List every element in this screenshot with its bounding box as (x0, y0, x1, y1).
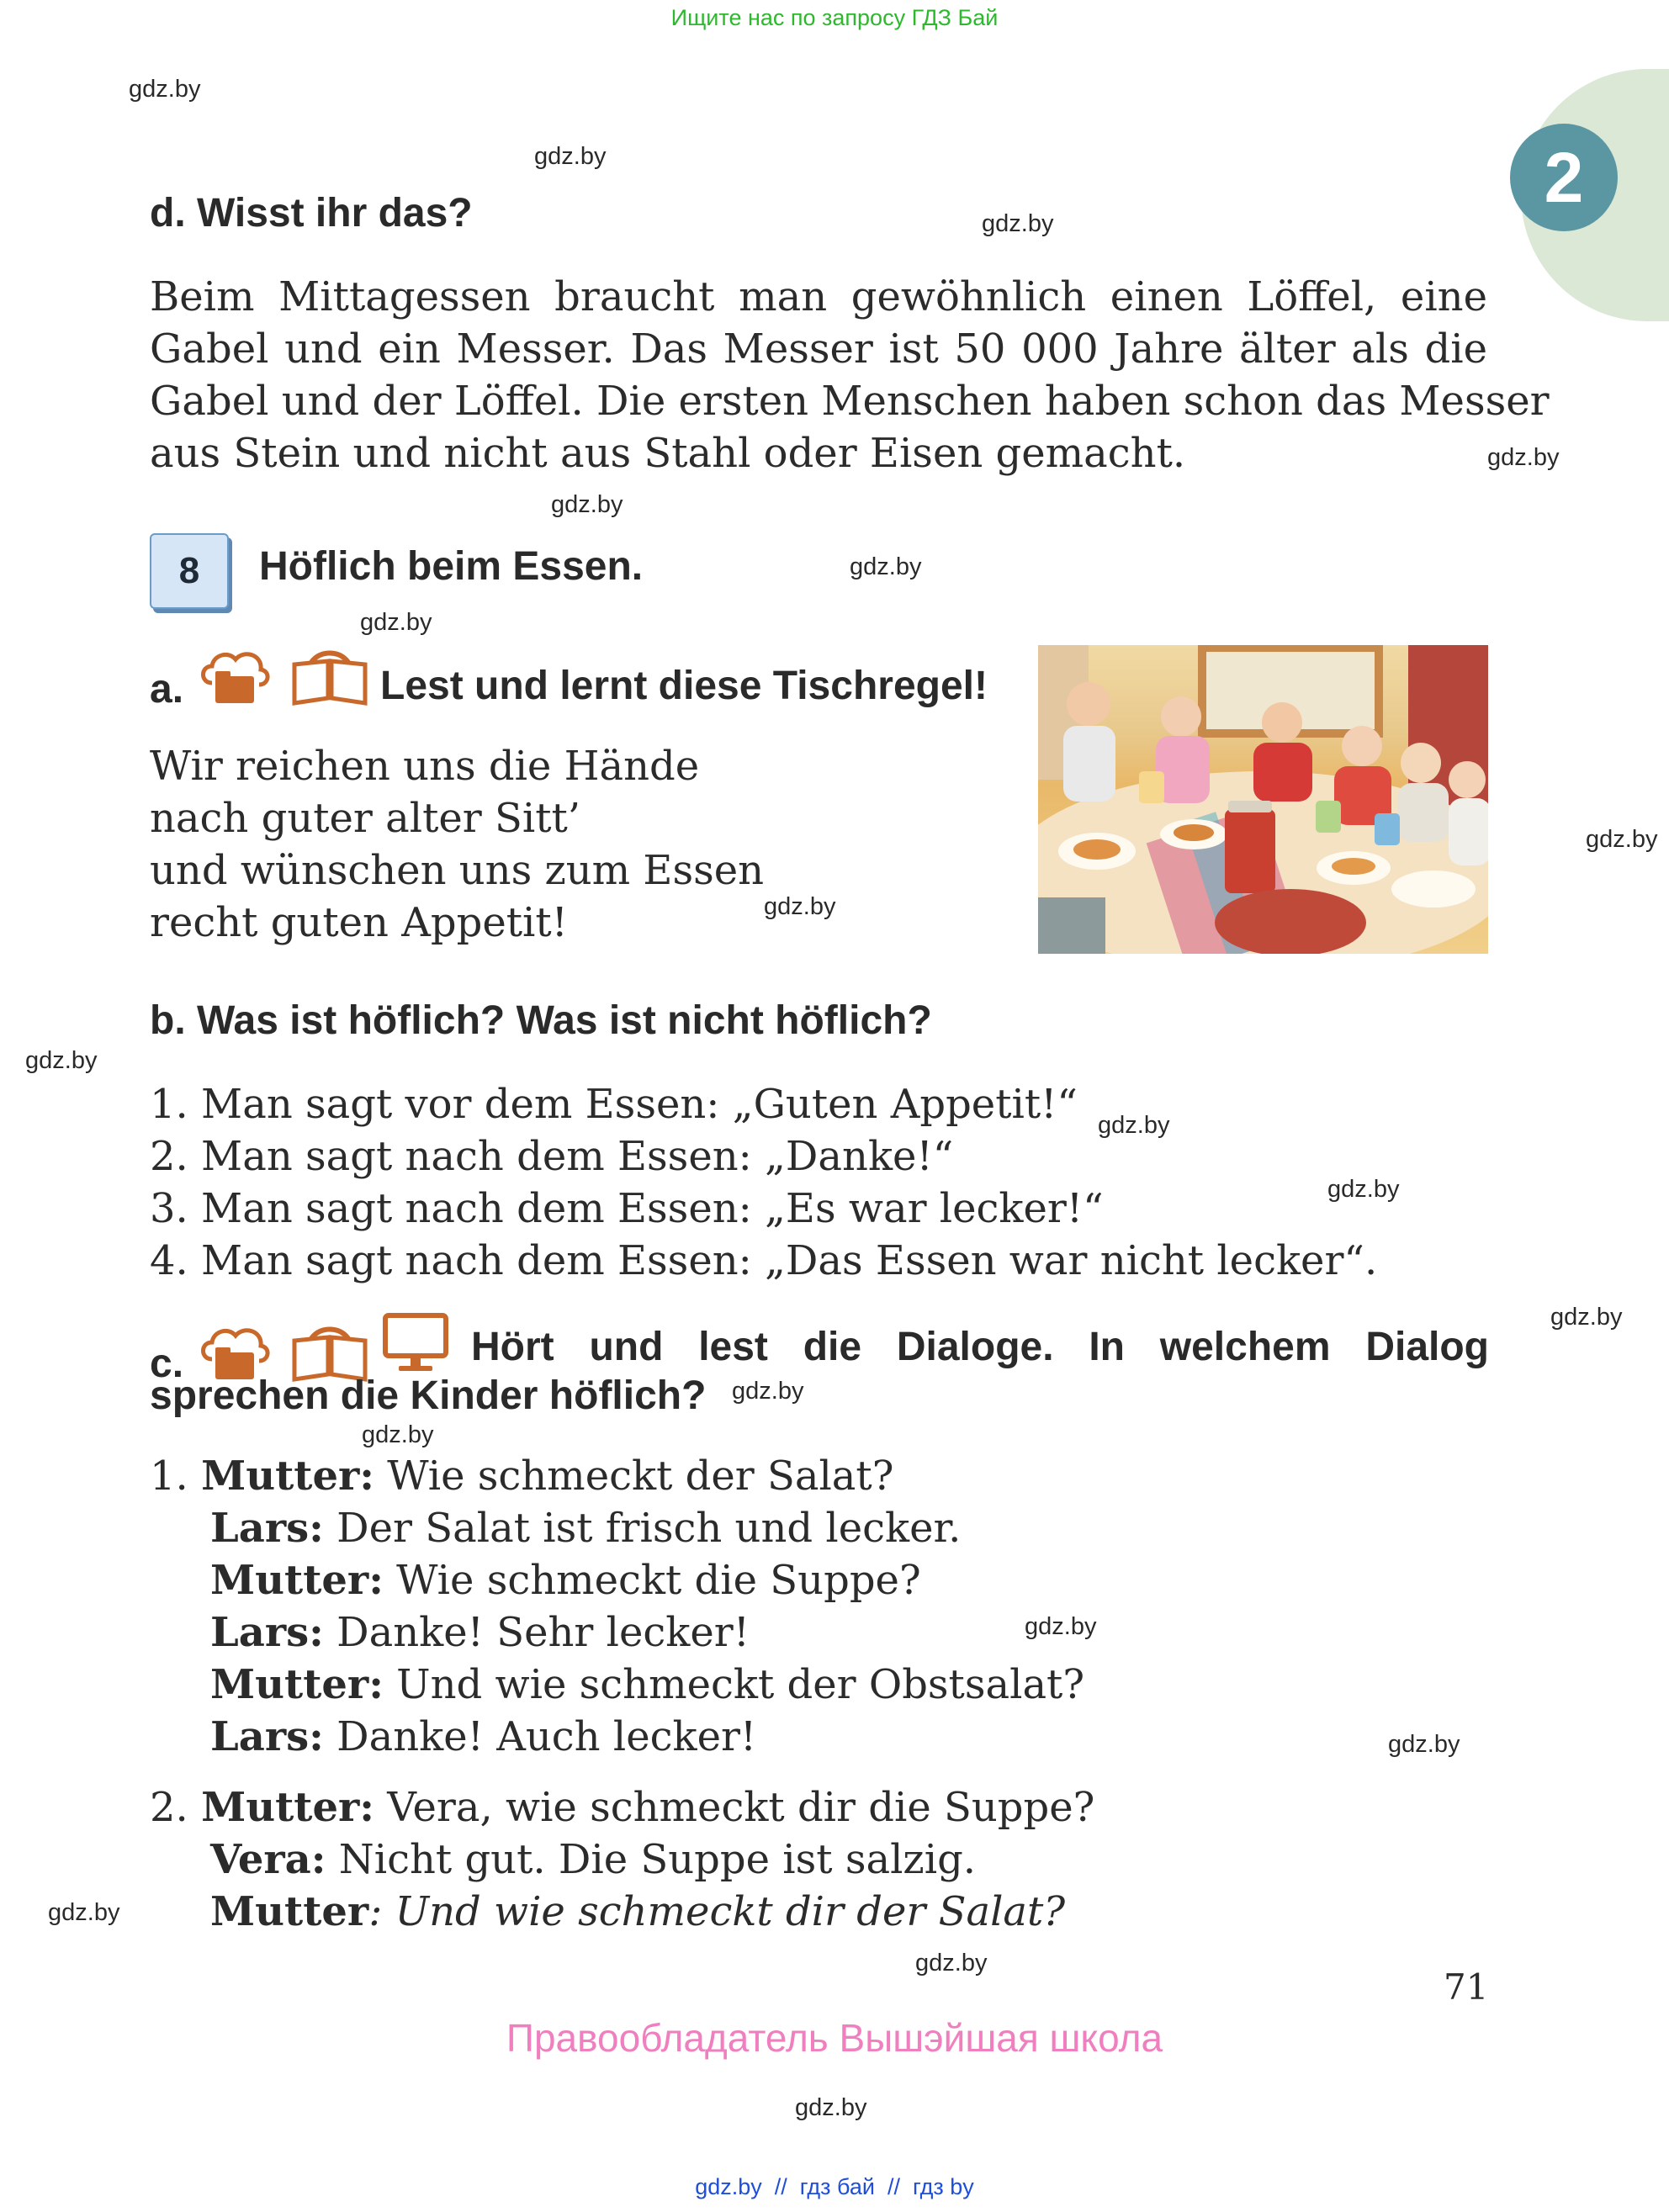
speaker-name: Mutter (210, 1888, 369, 1935)
poem-line: nach guter alter Sitt’ (150, 795, 581, 842)
exercise-number-badge (150, 533, 229, 609)
paragraph-line: Gabel und ein Messer. Das Messer ist 50 000 Jahre älter als die (150, 325, 1487, 373)
headphones-book-icon (289, 636, 370, 706)
speaker-name: Mutter: (210, 1557, 384, 1604)
list-item: 1. Man sagt vor dem Essen: „Guten Appetit!“ (150, 1081, 1078, 1128)
watermark: gdz.by (915, 1950, 988, 1977)
dialog-line (150, 1834, 1094, 1886)
watermark: gdz.by (795, 2094, 867, 2121)
poem-line: und wünschen uns zum Essen (150, 847, 765, 894)
chapter-number-badge (1510, 124, 1618, 231)
dialog-line (150, 1606, 1084, 1659)
watermark: gdz.by (25, 1047, 98, 1074)
speaker-name: Mutter: (210, 1661, 384, 1708)
speaker-name: Vera: (210, 1836, 326, 1883)
dialog-line (150, 1450, 1084, 1502)
poem-line: Wir reichen uns die Hände (150, 743, 700, 790)
part-b-title: b. Was ist höflich? Was ist nicht höflich? (150, 998, 932, 1043)
dialog-line (150, 1659, 1084, 1711)
watermark: gdz.by (48, 1899, 120, 1926)
watermark: gdz.by (551, 491, 623, 518)
watermark: gdz.by (129, 76, 201, 103)
monitor-icon (382, 1312, 449, 1376)
speech-text: Und wie schmeckt der Obstsalat? (383, 1661, 1085, 1708)
part-c-title-line2: sprechen die Kinder höflich? (150, 1373, 707, 1418)
part-a-title: Lest und lernt diese Tischregel! (380, 664, 988, 708)
list-item: 2. Man sagt nach dem Essen: „Danke!“ (150, 1133, 954, 1180)
watermark: gdz.by (1388, 1731, 1460, 1758)
page-number: 71 (1444, 1966, 1489, 2008)
footer-links[interactable]: gdz.by // гдз бай // гдз by (695, 2174, 974, 2199)
dialog-line (150, 1886, 1094, 1938)
dialog-line (150, 1502, 1084, 1554)
speech-text: Wie schmeckt der Salat? (374, 1453, 894, 1500)
children-lunch-photo (1038, 645, 1488, 954)
watermark: gdz.by (534, 143, 607, 170)
speech-text: Vera, wie schmeckt dir die Suppe? (374, 1784, 1095, 1831)
watermark: gdz.by (764, 893, 836, 920)
part-a-label: a. (150, 667, 184, 712)
chapter-number: 2 (1544, 138, 1584, 217)
list-item: 3. Man sagt nach dem Essen: „Es war lecker!“ (150, 1185, 1104, 1232)
part-c-title-line1: Hört und lest die Dialoge. In welchem Dialog (471, 1325, 1489, 1369)
speech-text: Der Salat ist frisch und lecker. (323, 1505, 962, 1552)
watermark: gdz.by (360, 609, 432, 636)
speaker-name: Lars: (210, 1713, 324, 1760)
speech-text: Nicht gut. Die Suppe ist salzig. (326, 1836, 977, 1883)
poem-line: recht guten Appetit! (150, 899, 568, 946)
watermark: gdz.by (732, 1378, 804, 1405)
dialog-line (150, 1554, 1084, 1606)
paragraph-line: Gabel und der Löffel. Die ersten Menschen haben schon das Messer (150, 378, 1550, 425)
copyright-notice: Правообладатель Вышэйшая школа (506, 2016, 1163, 2060)
dialog-line (150, 1781, 1094, 1834)
dialog-line (150, 1711, 1084, 1763)
speech-text: Danke! Sehr lecker! (323, 1609, 750, 1656)
exercise-title: Höflich beim Essen. (259, 544, 644, 589)
watermark: gdz.by (850, 553, 922, 580)
watermark: gdz.by (362, 1421, 434, 1448)
speaker-name: Lars: (210, 1505, 324, 1552)
speaker-name: Mutter: (201, 1453, 374, 1500)
speaker-name: Lars: (210, 1609, 324, 1656)
top-banner[interactable]: Ищите нас по запросу ГДЗ Бай (670, 5, 999, 30)
dialog-number: 2. (150, 1784, 188, 1831)
watermark: gdz.by (1098, 1112, 1170, 1139)
dialog-2 (150, 1781, 1094, 1938)
speech-text: : Und wie schmeckt dir der Salat? (368, 1888, 1066, 1935)
speech-text: Danke! Auch lecker! (323, 1713, 757, 1760)
dialog-1 (150, 1450, 1084, 1763)
paragraph-line: aus Stein und nicht aus Stahl oder Eisen gemacht. (150, 430, 1186, 477)
watermark: gdz.by (1025, 1613, 1097, 1640)
cloud-folder-icon (197, 646, 271, 706)
watermark: gdz.by (1550, 1304, 1623, 1331)
speech-text: Wie schmeckt die Suppe? (383, 1557, 921, 1604)
watermark: gdz.by (1487, 444, 1560, 471)
part-b-list (150, 1078, 1377, 1287)
tischregel-poem (150, 740, 764, 949)
section-d-title: d. Wisst ihr das? (150, 191, 473, 235)
watermark: gdz.by (1327, 1176, 1400, 1203)
exercise-number: 8 (178, 550, 200, 591)
paragraph-line: Beim Mittagessen braucht man gewöhnlich einen Löffel, eine (150, 273, 1487, 320)
list-item: 4. Man sagt nach dem Essen: „Das Essen war nicht lecker“. (150, 1237, 1378, 1284)
part-c-label: c. (150, 1341, 184, 1386)
watermark: gdz.by (1586, 826, 1658, 853)
watermark: gdz.by (982, 210, 1054, 237)
speaker-name: Mutter: (201, 1784, 374, 1831)
dialog-number: 1. (150, 1453, 188, 1500)
